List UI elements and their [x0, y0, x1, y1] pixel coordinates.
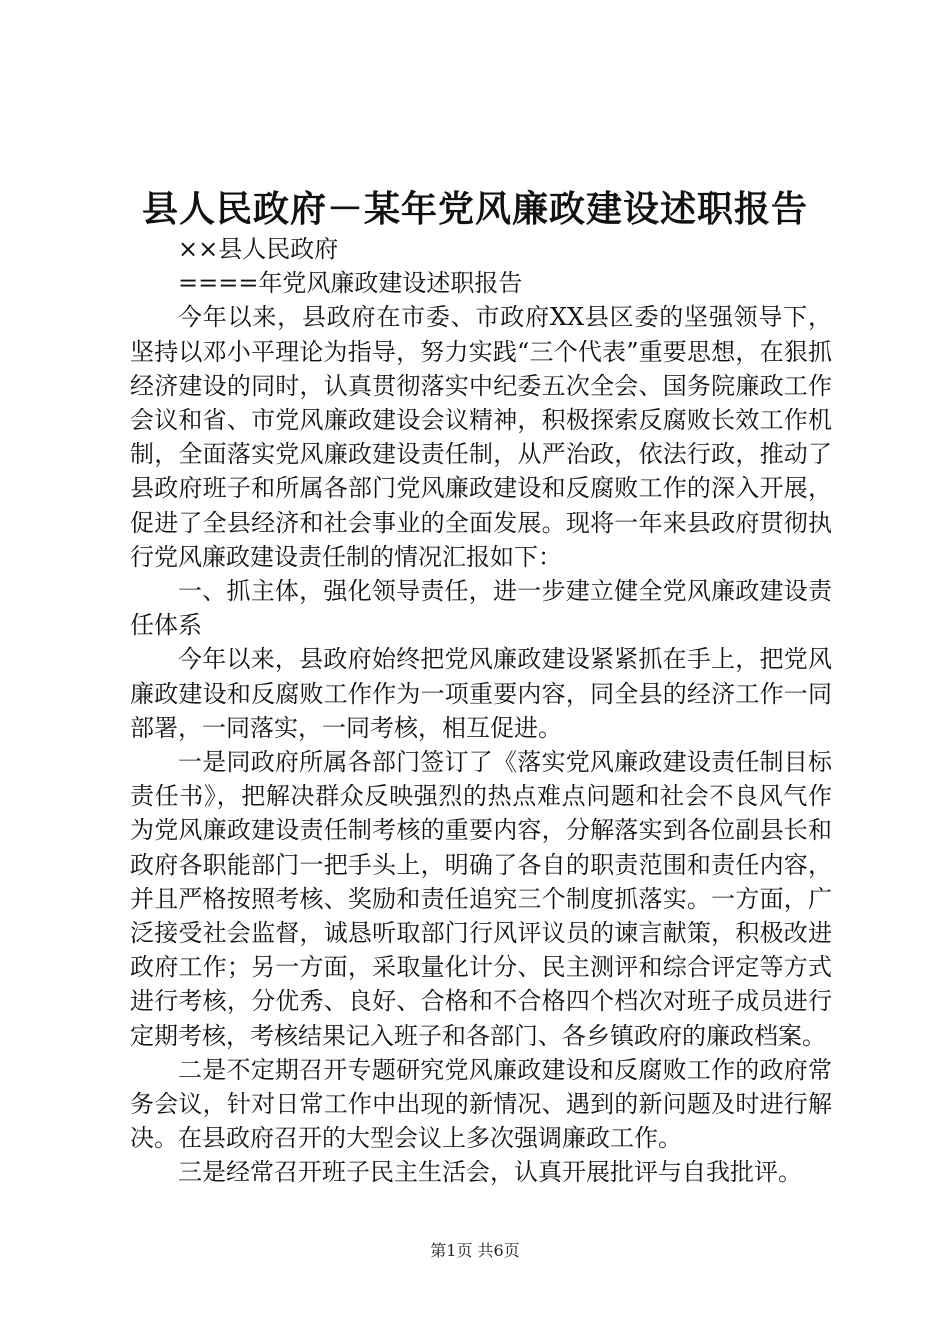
document-title: 县人民政府－某年党风廉政建设述职报告 [141, 188, 808, 230]
page-number: 第1页 共6页 [430, 1241, 520, 1260]
body-paragraph: 二是不定期召开专题研究党风廉政建设和反腐败工作的政府常务会议，针对日常工作中出现的新情况、遇到的新问题及时进行解决。在县政府召开的大型会议上多次强调廉政工作。 [130, 1055, 832, 1153]
section-heading: 一、抓主体，强化领导责任，进一步建立健全党风廉政建设责任体系 [130, 577, 832, 640]
page-footer [0, 1240, 950, 1262]
body-paragraph: ====年党风廉政建设述职报告 [178, 269, 523, 298]
body-paragraph: 今年以来，县政府在市委、市政府XX县区委的坚强领导下，坚持以邓小平理论为指导，努力实践“三个代表”重要思想，在狠抓经济建设的同时，认真贯彻落实中纪委五次全会、国务院廉政工作会议和省、市党风廉政建设会议精神，积极探索反腐败长效工作机制，全面落实党风廉政建设责任制，从严治政，依法行政，推动了县政府班子和所属各部门党风廉政建设和反腐败工作的深入开展，促进了全县经济和社会事业的全面发展。现将一年来县政府贯彻执行党风廉政建设责任制的情况汇报如下： [130, 303, 832, 571]
body-paragraph: 三是经常召开班子民主生活会，认真开展批评与自我批评。 [178, 1158, 802, 1187]
document-body [130, 232, 832, 1190]
body-paragraph: 一是同政府所属各部门签订了《落实党风廉政建设责任制目标责任书》，把解决群众反映强烈的热点难点问题和社会不良风气作为党风廉政建设责任制考核的重要内容，分解落实到各位副县长和政府各职能部门一把手头上，明确了各自的职责范围和责任内容，并且严格按照考核、奖励和责任追究三个制度抓落实。一方面，广泛接受社会监督，诚恳听取部门行风评议员的谏言献策，积极改进政府工作；另一方面，采取量化计分、民主测评和综合评定等方式进行考核，分优秀、良好、合格和不合格四个档次对班子成员进行定期考核，考核结果记入班子和各部门、各乡镇政府的廉政档案。 [130, 748, 832, 1050]
body-paragraph: 今年以来，县政府始终把党风廉政建设紧紧抓在手上，把党风廉政建设和反腐败工作作为一项重要内容，同全县的经济工作一同部署，一同落实，一同考核，相互促进。 [130, 645, 832, 742]
body-paragraph: ××县人民政府 [178, 235, 339, 263]
